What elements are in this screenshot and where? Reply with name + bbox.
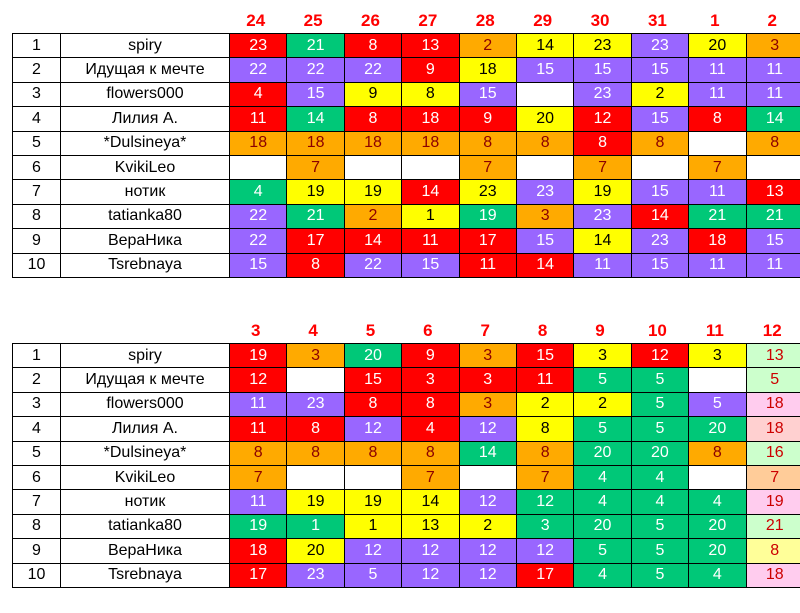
table-row xyxy=(13,514,800,538)
score-cell xyxy=(516,82,573,106)
table-row xyxy=(13,58,800,82)
score-cell: 12 xyxy=(402,563,459,587)
row-number: 3 xyxy=(13,82,61,106)
score-cell: 11 xyxy=(689,82,746,106)
score-cell xyxy=(631,155,688,179)
score-cell: 8 xyxy=(516,441,573,465)
score-cell xyxy=(287,368,344,392)
score-cell: 15 xyxy=(230,253,287,277)
score-cell: 13 xyxy=(402,514,459,538)
participant-name: Идущая к мечте xyxy=(61,58,230,82)
score-table-block-2 xyxy=(12,318,800,588)
score-cell: 15 xyxy=(516,229,573,253)
score-cell: 2 xyxy=(344,204,401,228)
date-header: 28 xyxy=(475,11,495,30)
score-cell: 8 xyxy=(746,539,800,563)
score-cell: 3 xyxy=(459,368,516,392)
score-cell: 18 xyxy=(230,131,287,155)
score-cell: 5 xyxy=(631,417,688,441)
score-cell: 12 xyxy=(459,539,516,563)
row-number: 2 xyxy=(13,368,61,392)
score-cell xyxy=(689,131,746,155)
score-cell: 23 xyxy=(459,180,516,204)
score-cell: 17 xyxy=(230,563,287,587)
score-cell: 9 xyxy=(459,107,516,131)
score-cell: 11 xyxy=(746,58,800,82)
participant-name: tatianka80 xyxy=(61,514,230,538)
score-cell: 15 xyxy=(574,58,631,82)
score-cell: 14 xyxy=(516,34,573,58)
score-cell: 18 xyxy=(402,107,459,131)
score-cell: 21 xyxy=(689,204,746,228)
score-cell: 22 xyxy=(344,253,401,277)
date-header: 2 xyxy=(767,11,777,30)
header-spacer xyxy=(12,318,59,343)
score-cell: 23 xyxy=(574,82,631,106)
score-cell: 15 xyxy=(402,253,459,277)
date-header: 27 xyxy=(418,11,438,30)
score-cell: 18 xyxy=(344,131,401,155)
score-cell: 12 xyxy=(631,344,688,368)
score-cell: 8 xyxy=(344,34,401,58)
table-row xyxy=(13,539,800,563)
participant-name: tatianka80 xyxy=(61,204,230,228)
score-cell: 22 xyxy=(230,229,287,253)
score-cell: 20 xyxy=(689,417,746,441)
table-row xyxy=(13,229,800,253)
score-cell: 20 xyxy=(574,441,631,465)
score-cell: 3 xyxy=(516,204,573,228)
table-row xyxy=(13,155,800,179)
score-cell: 7 xyxy=(689,155,746,179)
score-cell: 3 xyxy=(516,514,573,538)
score-cell: 12 xyxy=(459,563,516,587)
score-cell xyxy=(344,465,401,489)
score-cell: 22 xyxy=(287,58,344,82)
participant-name: нотик xyxy=(61,180,230,204)
score-cell: 23 xyxy=(631,229,688,253)
score-cell: 8 xyxy=(516,417,573,441)
score-cell: 5 xyxy=(574,417,631,441)
participant-name: KvikiLeo xyxy=(61,465,230,489)
score-cell: 8 xyxy=(402,82,459,106)
row-number: 4 xyxy=(13,417,61,441)
date-header: 5 xyxy=(365,321,376,340)
score-cell: 20 xyxy=(631,441,688,465)
score-cell: 19 xyxy=(459,204,516,228)
score-cell: 19 xyxy=(287,490,344,514)
score-cell: 5 xyxy=(631,539,688,563)
score-cell: 14 xyxy=(746,107,800,131)
header-spacer xyxy=(59,318,227,343)
score-cell: 13 xyxy=(402,34,459,58)
score-cell xyxy=(689,368,746,392)
row-number: 4 xyxy=(13,107,61,131)
score-cell xyxy=(459,465,516,489)
score-cell: 7 xyxy=(287,155,344,179)
score-cell: 13 xyxy=(746,344,800,368)
header-spacer xyxy=(12,8,59,33)
participant-name: Лилия А. xyxy=(61,417,230,441)
participant-name: ВераНика xyxy=(61,229,230,253)
score-cell xyxy=(402,155,459,179)
score-cell: 7 xyxy=(459,155,516,179)
score-cell xyxy=(516,155,573,179)
score-cell: 19 xyxy=(287,180,344,204)
score-cell: 2 xyxy=(459,34,516,58)
date-header: 7 xyxy=(480,321,490,340)
score-cell: 20 xyxy=(689,514,746,538)
score-cell: 20 xyxy=(516,107,573,131)
score-cell: 8 xyxy=(287,417,344,441)
score-cell: 8 xyxy=(287,253,344,277)
score-cell: 15 xyxy=(516,344,573,368)
score-cell: 23 xyxy=(631,34,688,58)
score-cell: 7 xyxy=(402,465,459,489)
score-cell: 18 xyxy=(459,58,516,82)
score-cell: 5 xyxy=(746,368,800,392)
date-header: 8 xyxy=(537,321,548,340)
score-cell: 5 xyxy=(631,563,688,587)
participant-name: flowers000 xyxy=(61,82,230,106)
table-row xyxy=(13,465,800,489)
table-row xyxy=(13,253,800,277)
participant-name: spiry xyxy=(61,34,230,58)
score-cell: 5 xyxy=(631,514,688,538)
score-cell: 15 xyxy=(631,107,688,131)
score-cell: 14 xyxy=(516,253,573,277)
score-table-block-1 xyxy=(12,8,800,278)
score-cell: 15 xyxy=(631,58,688,82)
score-cell: 11 xyxy=(689,253,746,277)
row-number: 10 xyxy=(13,563,61,587)
table-row xyxy=(13,204,800,228)
score-cell: 21 xyxy=(746,204,800,228)
score-cell: 3 xyxy=(689,344,746,368)
score-table xyxy=(12,33,800,278)
date-header: 12 xyxy=(762,321,782,340)
score-cell: 5 xyxy=(574,368,631,392)
score-cell: 11 xyxy=(230,417,287,441)
score-cell: 14 xyxy=(287,107,344,131)
score-cell: 19 xyxy=(746,490,800,514)
score-cell: 23 xyxy=(287,563,344,587)
participant-name: spiry xyxy=(61,344,230,368)
score-cell: 7 xyxy=(516,465,573,489)
score-cell: 12 xyxy=(459,417,516,441)
row-number: 8 xyxy=(13,204,61,228)
date-header: 10 xyxy=(647,321,667,340)
score-cell: 9 xyxy=(402,344,459,368)
participant-name: *Dulsineya* xyxy=(61,441,230,465)
participant-name: KvikiLeo xyxy=(61,155,230,179)
score-cell: 21 xyxy=(287,34,344,58)
score-cell: 15 xyxy=(631,253,688,277)
score-cell: 11 xyxy=(516,368,573,392)
score-cell: 4 xyxy=(631,465,688,489)
score-cell: 12 xyxy=(402,539,459,563)
date-header: 1 xyxy=(710,11,720,30)
score-cell: 11 xyxy=(574,253,631,277)
score-cell: 20 xyxy=(344,344,401,368)
score-cell: 11 xyxy=(402,229,459,253)
score-cell: 18 xyxy=(689,229,746,253)
row-number: 9 xyxy=(13,539,61,563)
row-number: 6 xyxy=(13,155,61,179)
table-row xyxy=(13,107,800,131)
score-cell: 4 xyxy=(574,490,631,514)
date-header: 29 xyxy=(533,11,553,30)
score-cell: 12 xyxy=(516,490,573,514)
score-cell: 5 xyxy=(631,392,688,416)
score-cell: 13 xyxy=(746,180,800,204)
score-cell: 23 xyxy=(516,180,573,204)
score-cell: 7 xyxy=(230,465,287,489)
score-cell: 8 xyxy=(402,392,459,416)
date-header: 9 xyxy=(595,321,605,340)
score-cell: 1 xyxy=(402,204,459,228)
table-row xyxy=(13,417,800,441)
score-cell: 9 xyxy=(402,58,459,82)
score-cell: 8 xyxy=(459,131,516,155)
table-row xyxy=(13,180,800,204)
score-cell: 8 xyxy=(746,131,800,155)
score-cell: 14 xyxy=(459,441,516,465)
score-cell: 18 xyxy=(230,539,287,563)
score-cell: 21 xyxy=(746,514,800,538)
score-cell: 15 xyxy=(631,180,688,204)
score-cell: 4 xyxy=(230,82,287,106)
score-cell: 11 xyxy=(230,392,287,416)
score-cell: 11 xyxy=(230,490,287,514)
score-cell: 8 xyxy=(402,441,459,465)
score-cell: 11 xyxy=(459,253,516,277)
row-number: 1 xyxy=(13,344,61,368)
score-cell: 4 xyxy=(574,563,631,587)
score-cell: 23 xyxy=(230,34,287,58)
row-number: 6 xyxy=(13,465,61,489)
score-cell xyxy=(230,155,287,179)
date-header: 3 xyxy=(250,321,261,340)
score-cell: 19 xyxy=(344,180,401,204)
table-row xyxy=(13,131,800,155)
score-cell: 14 xyxy=(344,229,401,253)
score-cell: 7 xyxy=(574,155,631,179)
table-row xyxy=(13,563,800,587)
score-cell: 20 xyxy=(287,539,344,563)
score-cell: 14 xyxy=(574,229,631,253)
score-cell xyxy=(689,465,746,489)
score-cell: 12 xyxy=(516,539,573,563)
score-cell: 18 xyxy=(287,131,344,155)
score-cell: 4 xyxy=(230,180,287,204)
score-cell: 11 xyxy=(689,58,746,82)
score-cell: 15 xyxy=(459,82,516,106)
score-cell: 3 xyxy=(402,368,459,392)
score-cell: 4 xyxy=(689,563,746,587)
date-header: 26 xyxy=(361,11,380,30)
date-header: 6 xyxy=(423,321,433,340)
score-cell: 18 xyxy=(746,563,800,587)
participant-name: *Dulsineya* xyxy=(61,131,230,155)
table-row xyxy=(13,344,800,368)
table-row xyxy=(13,441,800,465)
date-header: 24 xyxy=(246,11,266,30)
header-spacer xyxy=(59,8,227,33)
table-row xyxy=(13,392,800,416)
score-cell: 11 xyxy=(689,180,746,204)
table-row xyxy=(13,368,800,392)
score-cell: 5 xyxy=(631,368,688,392)
score-cell: 8 xyxy=(230,441,287,465)
participant-name: flowers000 xyxy=(61,392,230,416)
score-cell: 8 xyxy=(287,441,344,465)
score-cell: 14 xyxy=(402,490,459,514)
score-cell: 8 xyxy=(516,131,573,155)
score-cell: 7 xyxy=(746,465,800,489)
score-cell: 23 xyxy=(574,204,631,228)
row-number: 7 xyxy=(13,180,61,204)
score-cell: 3 xyxy=(574,344,631,368)
score-cell: 23 xyxy=(574,34,631,58)
score-cell: 19 xyxy=(344,490,401,514)
row-number: 9 xyxy=(13,229,61,253)
score-cell: 2 xyxy=(574,392,631,416)
date-header-row xyxy=(12,318,800,343)
table-row xyxy=(13,34,800,58)
score-cell: 12 xyxy=(344,417,401,441)
score-cell: 22 xyxy=(230,58,287,82)
score-cell: 5 xyxy=(689,392,746,416)
row-number: 10 xyxy=(13,253,61,277)
score-cell: 4 xyxy=(631,490,688,514)
row-number: 3 xyxy=(13,392,61,416)
score-table xyxy=(12,343,800,588)
row-number: 7 xyxy=(13,490,61,514)
score-cell: 12 xyxy=(344,539,401,563)
score-cell: 20 xyxy=(689,34,746,58)
score-cell: 15 xyxy=(287,82,344,106)
score-cell: 11 xyxy=(746,253,800,277)
score-cell: 8 xyxy=(344,107,401,131)
score-cell: 8 xyxy=(689,107,746,131)
row-number: 2 xyxy=(13,58,61,82)
score-cell: 3 xyxy=(287,344,344,368)
score-cell: 1 xyxy=(344,514,401,538)
score-cell: 9 xyxy=(344,82,401,106)
score-cell: 18 xyxy=(746,417,800,441)
score-cell: 18 xyxy=(746,392,800,416)
score-cell: 17 xyxy=(459,229,516,253)
score-cell: 12 xyxy=(459,490,516,514)
table-row xyxy=(13,490,800,514)
score-cell: 3 xyxy=(746,34,800,58)
score-cell: 8 xyxy=(574,131,631,155)
score-cell: 17 xyxy=(287,229,344,253)
score-cell: 2 xyxy=(459,514,516,538)
score-cell: 2 xyxy=(631,82,688,106)
participant-name: Лилия А. xyxy=(61,107,230,131)
participant-name: Tsrebnaya xyxy=(61,253,230,277)
date-header-row xyxy=(12,8,800,33)
score-cell: 12 xyxy=(574,107,631,131)
score-cell xyxy=(746,155,800,179)
score-cell xyxy=(344,155,401,179)
date-header: 4 xyxy=(308,321,318,340)
row-number: 5 xyxy=(13,441,61,465)
participant-name: ВераНика xyxy=(61,539,230,563)
score-cell: 4 xyxy=(689,490,746,514)
score-cell: 14 xyxy=(631,204,688,228)
score-cell: 19 xyxy=(230,514,287,538)
score-cell: 8 xyxy=(344,441,401,465)
score-cell: 14 xyxy=(402,180,459,204)
score-cell: 8 xyxy=(689,441,746,465)
score-cell: 22 xyxy=(344,58,401,82)
date-header: 11 xyxy=(705,321,724,340)
score-cell: 23 xyxy=(287,392,344,416)
score-cell: 1 xyxy=(287,514,344,538)
score-cell: 5 xyxy=(344,563,401,587)
score-cell xyxy=(287,465,344,489)
score-cell: 15 xyxy=(746,229,800,253)
score-cell: 15 xyxy=(344,368,401,392)
date-header: 30 xyxy=(590,11,610,30)
score-cell: 11 xyxy=(230,107,287,131)
score-cell: 4 xyxy=(574,465,631,489)
score-cell: 8 xyxy=(631,131,688,155)
score-cell: 3 xyxy=(459,344,516,368)
score-cell: 4 xyxy=(402,417,459,441)
score-cell: 20 xyxy=(574,514,631,538)
score-cell: 11 xyxy=(746,82,800,106)
score-cell: 12 xyxy=(230,368,287,392)
score-cell: 20 xyxy=(689,539,746,563)
score-cell: 19 xyxy=(230,344,287,368)
participant-name: Идущая к мечте xyxy=(61,368,230,392)
row-number: 8 xyxy=(13,514,61,538)
score-cell: 21 xyxy=(287,204,344,228)
table-row xyxy=(13,82,800,106)
score-cell: 8 xyxy=(344,392,401,416)
date-header: 31 xyxy=(647,11,667,30)
row-number: 1 xyxy=(13,34,61,58)
score-cell: 2 xyxy=(516,392,573,416)
score-cell: 15 xyxy=(516,58,573,82)
score-cell: 17 xyxy=(516,563,573,587)
date-header: 25 xyxy=(303,11,323,30)
score-cell: 18 xyxy=(402,131,459,155)
score-cell: 22 xyxy=(230,204,287,228)
score-cell: 3 xyxy=(459,392,516,416)
score-cell: 16 xyxy=(746,441,800,465)
score-cell: 19 xyxy=(574,180,631,204)
participant-name: Tsrebnaya xyxy=(61,563,230,587)
participant-name: нотик xyxy=(61,490,230,514)
row-number: 5 xyxy=(13,131,61,155)
score-cell: 5 xyxy=(574,539,631,563)
